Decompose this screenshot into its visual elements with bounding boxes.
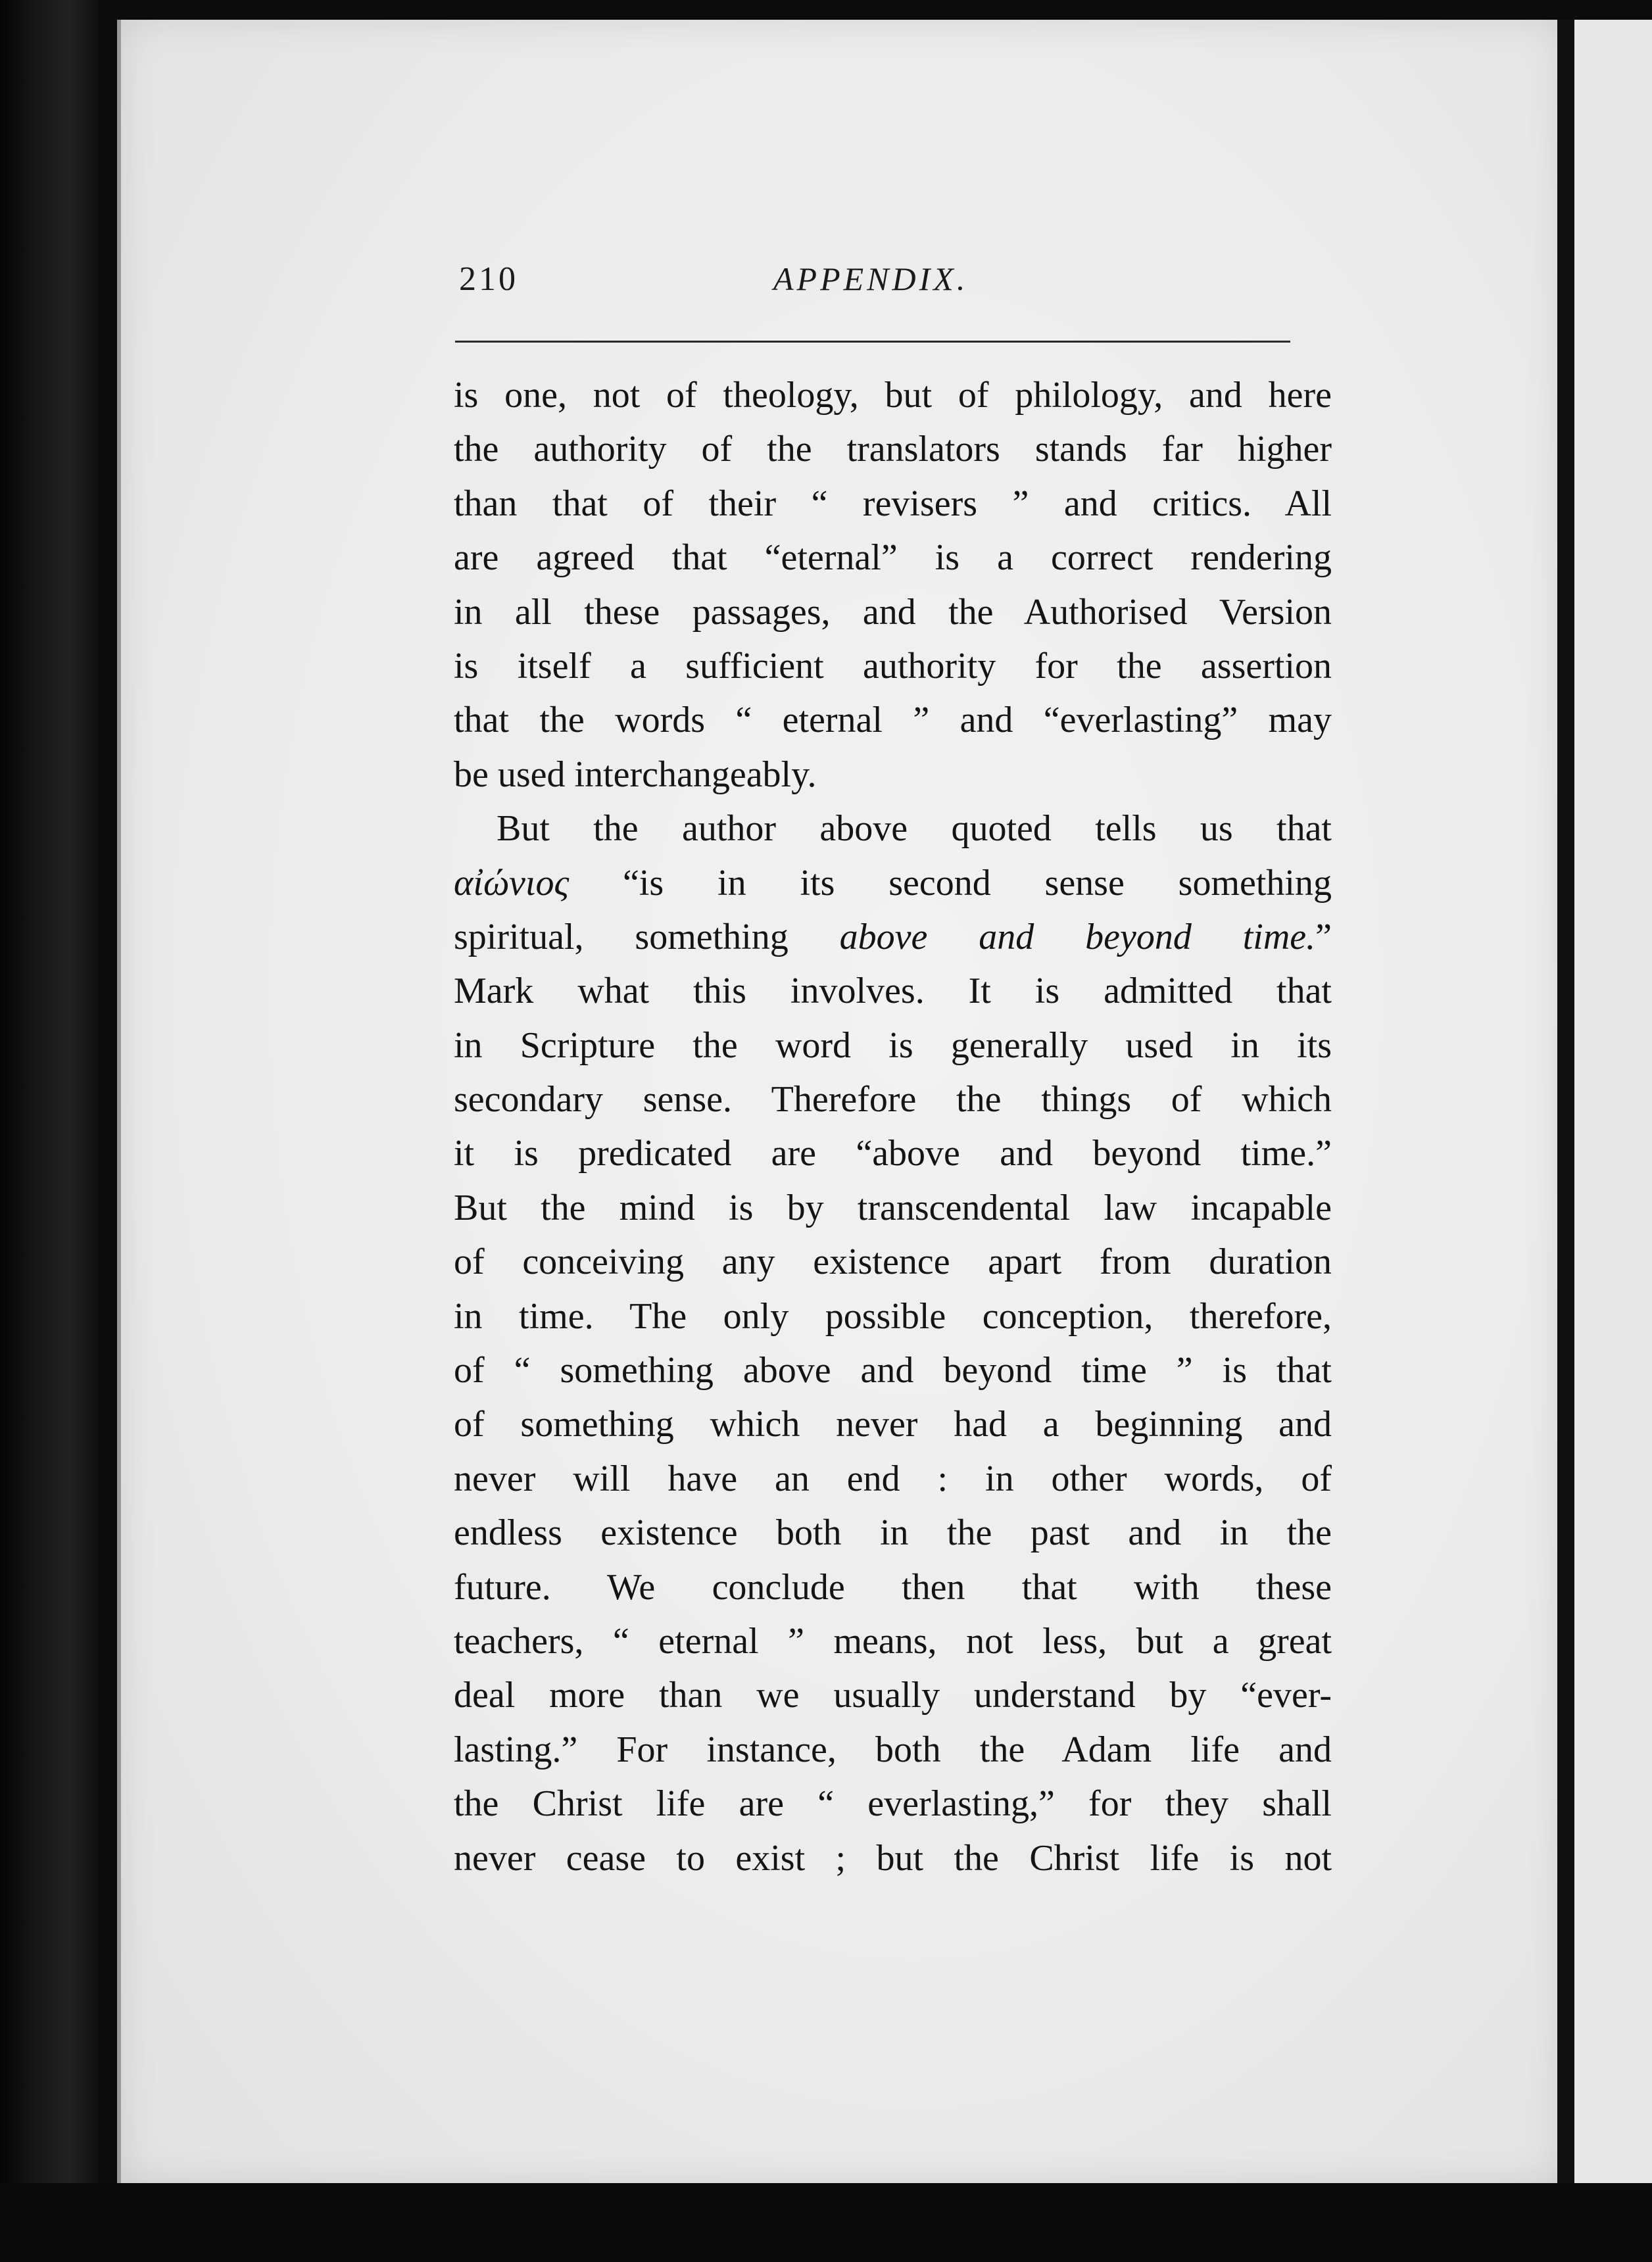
text-line — [454, 856, 1332, 910]
text-line: never cease to exist ; but the Christ life is not — [454, 1837, 1332, 1879]
text-line: in all these passages, and the Authorised Version — [454, 591, 1332, 633]
text-line: deal more than we usually understand by “ever- — [454, 1675, 1332, 1716]
text-line: be used interchangeably. — [454, 754, 817, 795]
header-rule — [455, 341, 1290, 343]
scan-bottom-border — [0, 2183, 1652, 2262]
text-line: But the author above quoted tells us that — [497, 808, 1332, 850]
text-line: that the words “ eternal ” and “everlasting” may — [454, 700, 1332, 741]
text-line: the Christ life are “ everlasting,” for they shall — [454, 1783, 1332, 1825]
text-fragment: “is in its second sense something — [569, 862, 1332, 903]
running-head: APPENDIX. — [773, 260, 969, 297]
text-line: it is predicated are “above and beyond time.” — [454, 1133, 1332, 1174]
page-number: 210 — [459, 260, 518, 298]
text-line: of “ something above and beyond time ” is that — [454, 1350, 1332, 1391]
text-line: But the mind is by transcendental law incapable — [454, 1187, 1332, 1228]
adjacent-page-edge — [1557, 20, 1652, 2183]
text-line: lasting.” For instance, both the Adam life and — [454, 1729, 1332, 1770]
text-line: endless existence both in the past and in the — [454, 1512, 1332, 1554]
page-header — [459, 260, 1327, 312]
text-line: the authority of the translators stands far higher — [454, 429, 1332, 470]
text-line: in time. The only possible conception, therefore, — [454, 1295, 1332, 1337]
text-line: teachers, “ eternal ” means, not less, but a great — [454, 1620, 1332, 1662]
text-line: is one, not of theology, but of philology, and here — [454, 375, 1332, 416]
text-line: is itself a sufficient authority for the assertion — [454, 645, 1332, 686]
text-line: future. We conclude then that with these — [454, 1566, 1332, 1608]
text-line: of something which never had a beginning and — [454, 1404, 1332, 1445]
italic-phrase: above and beyond time. — [839, 916, 1316, 957]
text-line: in Scripture the word is generally used in its — [454, 1024, 1332, 1066]
text-fragment: ” — [1315, 916, 1332, 957]
text-line: are agreed that “eternal” is a correct rendering — [454, 537, 1332, 579]
text-line: Mark what this involves. It is admitted that — [454, 971, 1332, 1012]
text-fragment: spiritual, something — [454, 916, 840, 957]
text-line: secondary sense. Therefore the things of which — [454, 1079, 1332, 1120]
body-text — [454, 368, 1332, 1885]
text-line: never will have an end : in other words, of — [454, 1458, 1332, 1499]
text-line: than that of their “ revisers ” and critics. All — [454, 483, 1332, 524]
text-line: of conceiving any existence apart from duration — [454, 1241, 1332, 1283]
text-line — [454, 910, 1332, 964]
greek-word: αἰώνιος — [454, 862, 570, 903]
book-binding-edge — [0, 0, 99, 2262]
